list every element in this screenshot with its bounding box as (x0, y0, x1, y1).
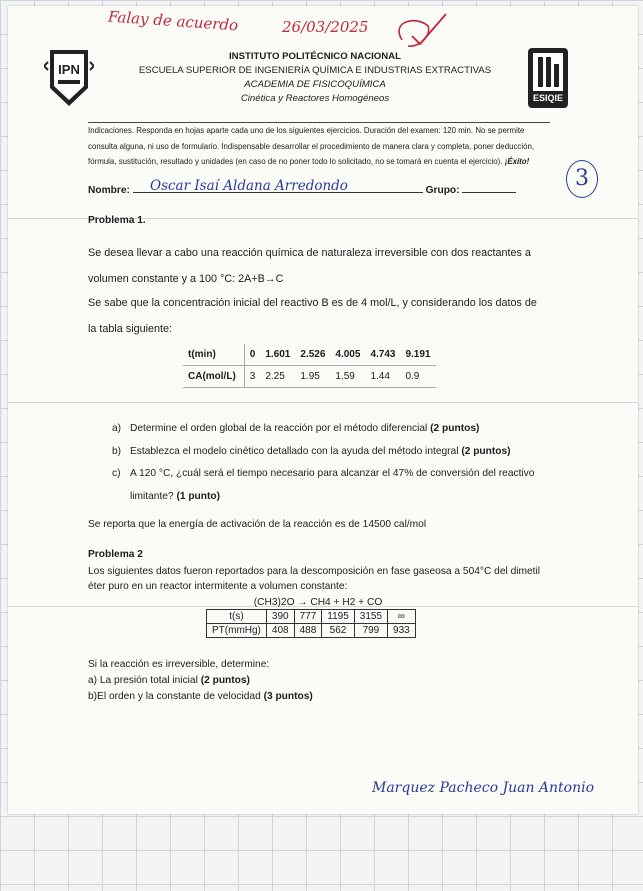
question-points: (2 puntos) (200, 675, 250, 686)
table-cell: 777 (294, 610, 322, 624)
table-cell: 9.191 (400, 344, 435, 366)
table-cell: 0 (244, 344, 260, 366)
exam-header (110, 50, 520, 106)
table-cell: 488 (294, 624, 322, 638)
problem2-prompt: Si la reacción es irreversible, determine: (88, 659, 270, 670)
academy-name: ACADEMIA DE FISICOQUÍMICA (244, 79, 386, 90)
grade-circle: 3 (566, 160, 598, 198)
table-cell: 4.743 (365, 344, 400, 366)
problem1-para2: Se sabe que la concentración inicial del reactivo B es de 4 mol/L, y considerando los datos de la tabla siguiente: (88, 297, 537, 335)
table-cell: 2.526 (295, 344, 330, 366)
activation-energy-note: Se reporta que la energía de activación de la reacción es de 14500 cal/mol (88, 519, 427, 530)
group-label: Grupo: (425, 185, 460, 196)
table-cell: 799 (354, 624, 387, 638)
handwritten-date: 26/03/2025 (282, 18, 369, 36)
list-item (112, 441, 552, 464)
table-cell: 2.25 (260, 366, 295, 388)
pressure-table (206, 609, 416, 638)
question-text: A 120 °C, ¿cuál será el tiempo necesario para alcanzar el 47% de conversión del reactivo limitante? (130, 468, 535, 502)
question-key: b) (112, 445, 122, 457)
table-cell: 933 (388, 624, 416, 638)
name-label: Nombre: (88, 185, 130, 196)
handwritten-note: Falay de acuerdo (107, 7, 239, 35)
problem1-questions (112, 418, 552, 508)
instructions (88, 123, 550, 170)
course-name: Cinética y Reactores Homogéneos (240, 93, 390, 104)
problem2-title: Problema 2 (88, 549, 143, 560)
table-header-cell: t(s) (207, 610, 267, 624)
checkmark-icon (388, 10, 458, 52)
table-cell: 3 (244, 366, 260, 388)
question-key: c) (112, 468, 121, 479)
table-cell: 408 (266, 624, 294, 638)
table-header-cell: PT(mmHg) (207, 624, 267, 638)
question-points: (2 puntos) (430, 423, 480, 434)
table-cell: 390 (266, 610, 294, 624)
instructions-text: Indicaciones. Responda en hojas aparte cada uno de los siguientes ejercicios. Duración del examen: 120 min. No se permite consulta alguna, ni uso de formulario. Indispensable desarrollar el procedimiento de manera clara y completa, poner deducción, fórmula, sustitución, resultado y unidades (en caso de no poner todo lo solicitado, no se tomará en cuenta el ejercicio). (88, 126, 535, 166)
reaction-equation: (CH3)2O → CH4 + H2 + CO (253, 597, 383, 608)
table-row (207, 610, 416, 624)
ipn-logo (44, 42, 94, 110)
question-text: Establezca el modelo cinético detallado con la ayuda del método integral (130, 445, 462, 457)
table-cell: 1.59 (330, 366, 365, 388)
table-row (207, 624, 416, 638)
table-row (183, 366, 436, 388)
table-cell: 1.95 (295, 366, 330, 388)
svg-text:IPN: IPN (58, 62, 80, 77)
table-cell: 0.9 (400, 366, 435, 388)
table-cell: ∞ (388, 610, 416, 624)
table-cell: 4.005 (330, 344, 365, 366)
question-points: (1 punto) (176, 490, 221, 502)
school-name: ESCUELA SUPERIOR DE INGENIERÍA QUÍMICA E INDUSTRIAS EXTRACTIVAS (138, 65, 492, 76)
list-item (112, 463, 552, 508)
table-cell: 1.601 (260, 344, 295, 366)
problem2-question-b (88, 690, 548, 704)
table-header-cell: t(min) (183, 344, 244, 366)
institution-name: INSTITUTO POLITÉCNICO NACIONAL (229, 51, 401, 62)
reviewer-name-handwritten: Marquez Pacheco Juan Antonio (372, 780, 595, 796)
problem1-para1: Se desea llevar a cabo una reacción química de naturaleza irreversible con dos reactantes a volumen constante y a 100 °C: 2A+B→C (88, 247, 531, 285)
question-key: a) (112, 423, 122, 434)
kinetics-table (183, 344, 436, 388)
table-cell: 1.44 (365, 366, 400, 388)
table-row (183, 344, 436, 366)
question-text: a) La presión total inicial (88, 675, 201, 686)
svg-text:ESIQIE: ESIQIE (532, 93, 564, 103)
group-line (462, 192, 516, 193)
table-cell: 3155 (354, 610, 387, 624)
instructions-closing: ¡Éxito! (504, 157, 530, 166)
question-points: (3 puntos) (263, 691, 313, 702)
problem2-question-a (88, 674, 548, 688)
question-text: b)El orden y la constante de velocidad (88, 691, 264, 702)
table-cell: 562 (322, 624, 355, 638)
table-header-cell: CA(mol/L) (183, 366, 244, 388)
question-text: Determine el orden global de la reacción por el método diferencial (130, 423, 431, 434)
problem1-title: Problema 1. (88, 215, 146, 226)
problem2-text: Los siguientes datos fueron reportados para la descomposición en fase gaseosa a 504°C del dimetil éter puro en un reactor intermitente a volumen constante: (88, 566, 541, 592)
student-name-handwritten: Oscar Isaí Aldana Arredondo (150, 178, 348, 194)
table-cell: 1195 (322, 610, 355, 624)
esiqie-logo (526, 42, 570, 112)
question-points: (2 puntos) (461, 445, 511, 457)
list-item (112, 418, 552, 441)
